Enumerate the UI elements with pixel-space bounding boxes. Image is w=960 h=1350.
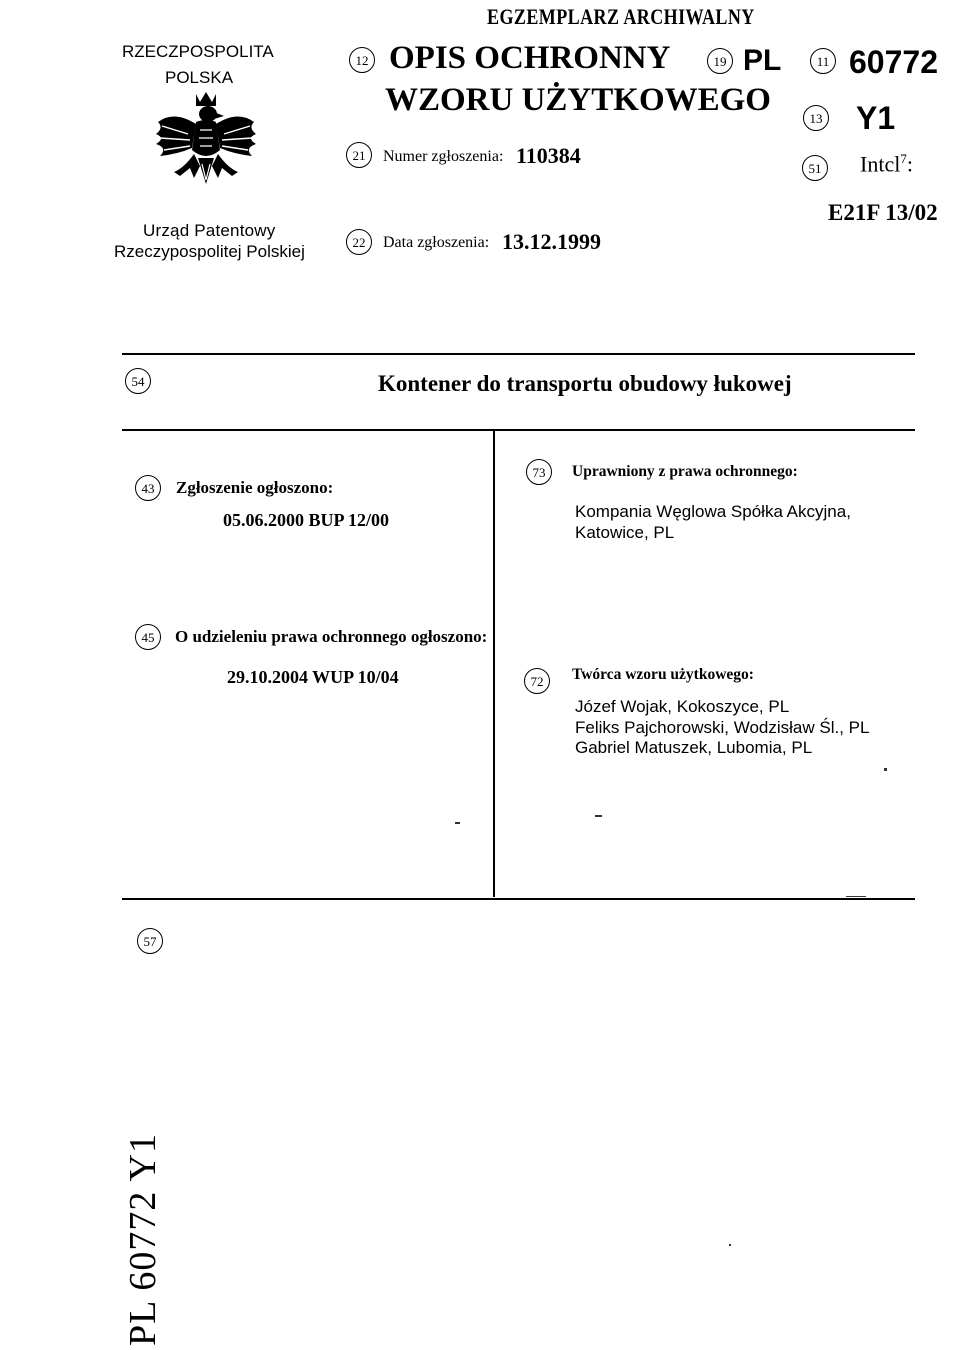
side-document-number: PL 60772 Y1 [122,1133,164,1346]
column-divider [493,431,495,897]
title-top-rule [122,353,915,355]
classification-symbol: E21F 13/02 [828,200,938,225]
code-73-badge: 73 [526,459,552,485]
code-19-badge: 19 [707,48,733,74]
grant-label: O udzieleniu prawa ochronnego ogłoszono: [175,627,488,646]
patent-office-line2: Rzeczypospolitej Polskiej [114,242,305,261]
code-11-badge: 11 [810,48,836,74]
polish-eagle-emblem-icon [150,88,262,198]
patent-office-line1: Urząd Patentowy [143,221,276,240]
code-57-badge: 57 [137,928,163,954]
owner-line2: Katowice, PL [575,523,675,542]
country-name-line2: POLSKA [165,68,234,87]
scan-speck [455,822,460,824]
document-title-line2: WZORU UŻYTKOWEGO [385,82,771,118]
code-22-badge: 22 [346,229,372,255]
utility-model-title: Kontener do transportu obudowy łukowej [378,371,792,396]
document-kind: Y1 [856,100,896,136]
scan-speck [846,896,866,897]
document-title-line1: OPIS OCHRONNY [389,40,671,76]
creator-3: Gabriel Matuszek, Lubomia, PL [575,738,813,757]
application-number-label: Numer zgłoszenia: [383,148,504,165]
code-54-badge: 54 [125,368,151,394]
country-code: PL [743,44,782,77]
scan-speck [884,768,887,771]
title-bottom-rule [122,429,915,431]
code-51-badge: 51 [802,155,828,181]
scan-speck [729,1244,731,1246]
filing-date: 13.12.1999 [502,229,601,254]
archive-stamp: EGZEMPLARZ ARCHIWALNY [487,4,755,29]
publication-value: 05.06.2000 BUP 12/00 [223,510,390,530]
intcl-text: Intcl [860,151,901,177]
code-13-badge: 13 [803,105,829,131]
code-43-badge: 43 [135,475,161,501]
code-21-badge: 21 [346,142,372,168]
creator-2: Feliks Pajchorowski, Wodzisław Śl., PL [575,718,870,737]
creators-label: Twórca wzoru użytkowego: [572,666,754,683]
filing-date-label: Data zgłoszenia: [383,234,490,251]
owner-line1: Kompania Węglowa Spółka Akcyjna, [575,502,851,521]
publication-label: Zgłoszenie ogłoszono: [176,478,334,497]
details-bottom-rule [122,898,915,900]
grant-value: 29.10.2004 WUP 10/04 [227,667,399,687]
code-12-badge: 12 [349,47,375,73]
code-45-badge: 45 [135,624,161,650]
intcl-colon: : [906,151,913,177]
country-name-line1: RZECZPOSPOLITA [122,42,274,61]
creator-1: Józef Wojak, Kokoszyce, PL [575,697,790,716]
application-number: 110384 [516,143,581,168]
intcl-label [860,151,913,177]
intcl-edition: 7 [900,151,907,166]
code-72-badge: 72 [524,668,550,694]
publication-number: 60772 [849,44,938,80]
owner-label: Uprawniony z prawa ochronnego: [572,463,798,480]
scan-speck [595,815,602,817]
